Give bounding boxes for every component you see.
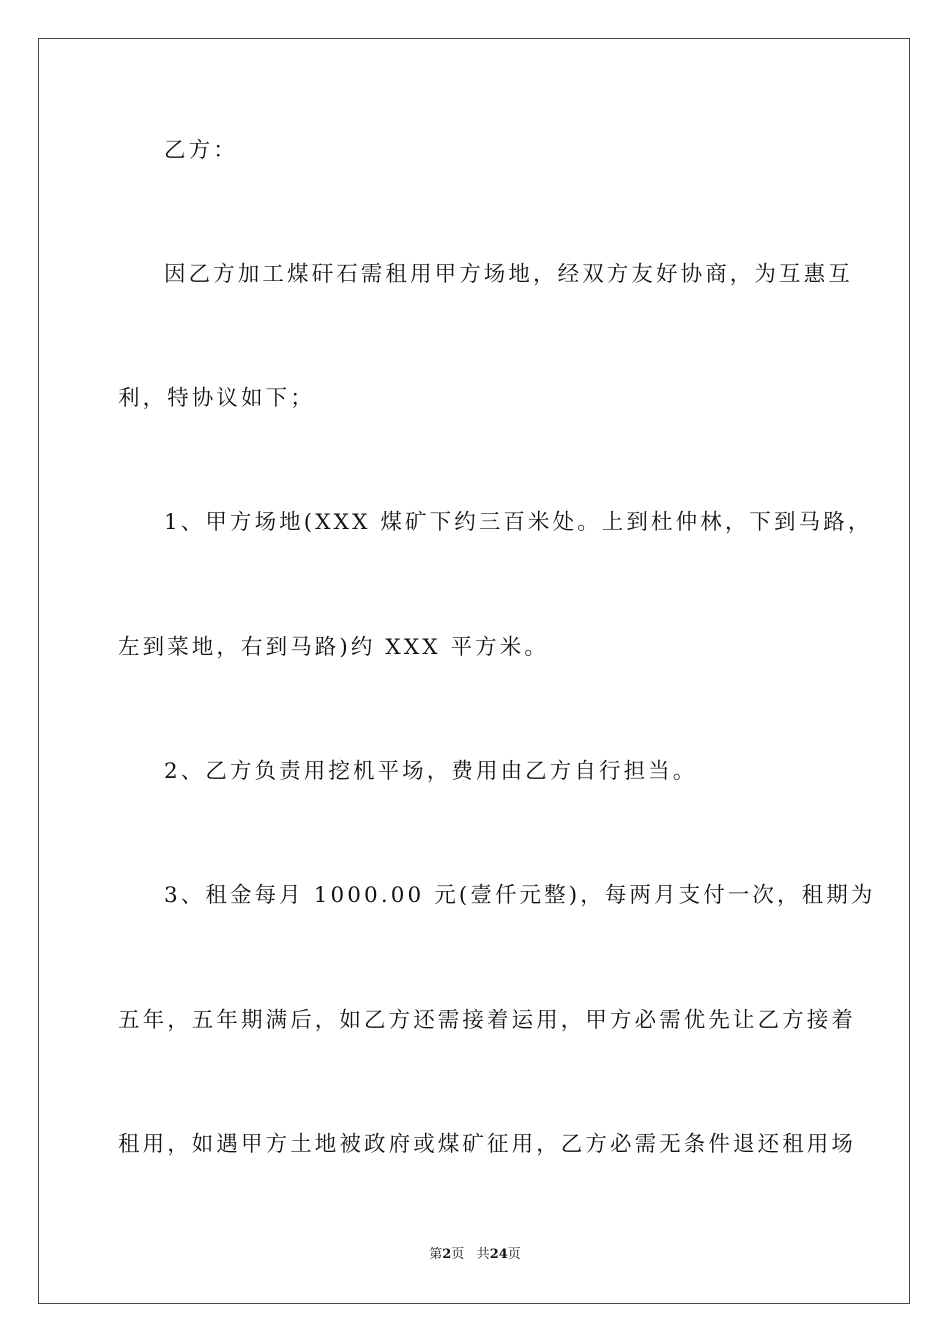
- page-number: 2: [442, 1247, 452, 1262]
- text-line-9: 租用，如遇甲方土地被政府或煤矿征用，乙方必需无条件退还租用场: [118, 1132, 857, 1157]
- text-line-7: 3、租金每月 1000.00 元(壹仟元整)，每两月支付一次，租期为: [164, 883, 876, 908]
- page-border: [38, 38, 910, 1304]
- text-line-1: 乙方：: [164, 138, 238, 163]
- text-line-8: 五年，五年期满后，如乙方还需接着运用，甲方必需优先让乙方接着: [118, 1008, 857, 1033]
- total-pages: 24: [489, 1247, 508, 1262]
- total-suffix: 页: [507, 1247, 521, 1262]
- text-line-3: 利，特协议如下；: [118, 386, 315, 411]
- page-prefix: 第: [429, 1247, 443, 1262]
- text-line-5: 左到菜地，右到马路)约 XXX 平方米。: [118, 635, 549, 660]
- page-suffix: 页: [451, 1247, 465, 1262]
- total-prefix: 共: [476, 1247, 490, 1262]
- text-line-6: 2、乙方负责用挖机平场，费用由乙方自行担当。: [164, 759, 698, 784]
- text-line-2: 因乙方加工煤矸石需租用甲方场地，经双方友好协商，为互惠互: [164, 262, 853, 287]
- page-footer: [0, 1246, 950, 1264]
- text-line-4: 1、甲方场地(XXX 煤矿下约三百米处。上到杜仲林，下到马路，: [164, 510, 873, 535]
